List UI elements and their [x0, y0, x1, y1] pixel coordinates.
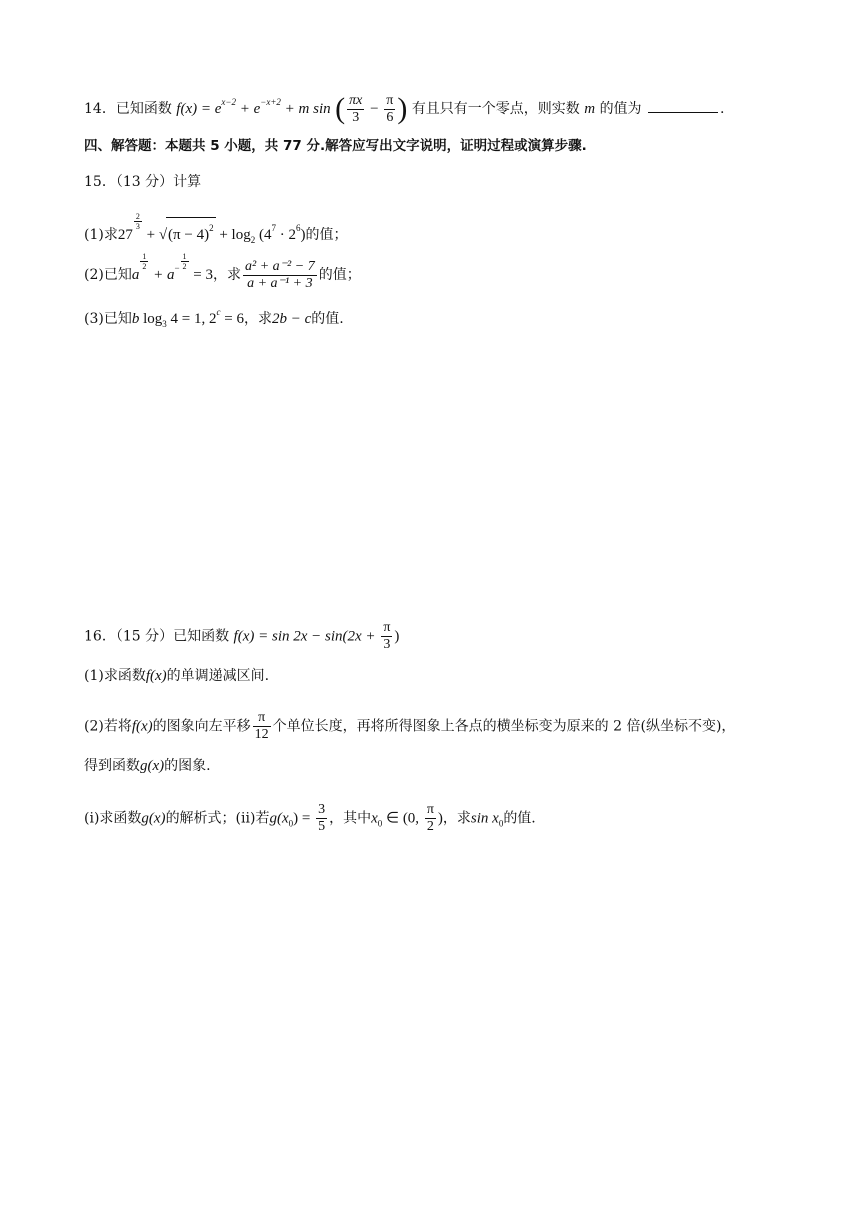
q16-p3-sin: sin x [470, 810, 499, 827]
q14-exp2: −x+2 [260, 97, 281, 107]
q15-part-2 [84, 252, 361, 292]
q16-part-2 [84, 710, 735, 743]
q14-m: m [584, 101, 596, 117]
q16-p3-sub1: 0 [377, 818, 383, 829]
q15-p2-exponent-1: $\frac{1}{2}$ [142, 252, 147, 271]
q16-part-3 [84, 802, 536, 835]
q15-p1-arg-exp2: 6 [295, 223, 301, 233]
q16-p1-fx: f(x) [145, 668, 167, 684]
q15-p3-log-base: 3 [162, 319, 167, 329]
q16-p3-mid2: ，其中 [329, 810, 372, 827]
q15-p1-arg-close: ) [300, 227, 306, 243]
q16-p3-g: g(x [269, 810, 289, 827]
q15-p3-log: log [139, 311, 163, 327]
q15-p1-arg-exp1: 7 [271, 223, 276, 233]
q15-p2-a1: a [131, 267, 140, 283]
q14-text-2: 有且只有一个零点，则实数 [411, 101, 580, 117]
q16-header-text: 16．（15 分）已知函数 [84, 628, 230, 645]
q14-msin: + m sin [280, 101, 331, 117]
q15-p1-plus: + [142, 227, 159, 243]
q14-text-1: 已知函数 [115, 101, 172, 117]
sqrt-icon: √ [158, 227, 168, 243]
q15-p1-base: 27 [117, 227, 133, 243]
q16-p3-sub2: 0 [498, 818, 504, 829]
q16-p2-line2-pre: 得到函数 [84, 758, 140, 774]
q14-number: 14． [84, 101, 116, 117]
q15-p3-expr: 2b − c [271, 311, 312, 327]
q15-p1-pre: (1)求 [84, 227, 118, 243]
q16-p3-post: 的值. [503, 810, 536, 827]
q14-end: . [720, 101, 725, 117]
q15-p3-cond: 4 = 1, 2 [166, 311, 217, 327]
q14-open-paren: ( [335, 92, 346, 125]
q14-plus-e: + e [235, 101, 261, 117]
q16-p3-sub0: 0 [288, 818, 294, 829]
q16-p2-gx: g(x) [140, 758, 165, 774]
q15-p1-arg-mid: · 2 [275, 227, 296, 243]
q15-p3-post: 的值. [311, 311, 344, 327]
q16-close: ) [394, 628, 400, 645]
q15-p1-post: 的值； [305, 227, 348, 243]
q16-p2-line2-post: 的图象. [164, 758, 211, 774]
q14-fx: f(x) = e [176, 101, 222, 117]
q16-p3-pre: (i)求函数 [84, 810, 142, 827]
q15-p1-radicand: $(\pi - 4)^2$ [166, 217, 216, 245]
q16-p2-fx: f(x) [131, 718, 153, 735]
q14-text-3: 的值为 [599, 101, 642, 117]
q16-p3-pi-over-2: $\frac{\pi}{2}$ [426, 802, 434, 834]
q16-p2-mid: 的图象向左平移 [152, 718, 251, 735]
q15-p2-mid: ，求 [213, 267, 242, 283]
q15-p2-exponent-2: $\frac{1}{2}$ [182, 252, 187, 271]
q16-p3-in: ∈ (0, [382, 810, 423, 827]
q16-p3-mid3: ，求 [442, 810, 471, 827]
q14-answer-blank[interactable] [648, 100, 718, 113]
q16-p2-pre: (2)若将 [84, 718, 132, 735]
q16-p3-eq: ) = [293, 810, 315, 827]
q14-exp1: x−2 [221, 97, 236, 107]
question-14 [84, 92, 724, 126]
q16-p3-gx: g(x) [141, 810, 166, 827]
q15-p1-log-base: 2 [250, 235, 256, 245]
q16-p2-post: 个单位长度，再将所得图象上各点的横坐标变为原来的 2 倍(纵坐标不变)， [272, 718, 736, 735]
q16-part-1 [84, 666, 269, 686]
q15-part-1 [84, 212, 347, 250]
q15-p3-b: b [131, 311, 140, 327]
q16-fx: f(x) = sin 2x − sin(2x + [233, 628, 380, 645]
q14-frac-1: $\frac{\pi x}{3}$ [349, 92, 363, 125]
q15-p1-log: + log [215, 227, 251, 243]
q16-part-2-line-2 [84, 756, 211, 776]
q16-p3-mid: 的解析式；(ii)若 [165, 810, 270, 827]
q16-p1-post: 的单调递减区间. [166, 668, 270, 684]
q15-p2-neg: − [174, 263, 180, 273]
q15-p2-pre: (2)已知 [84, 267, 132, 283]
q16-p1-pre: (1)求函数 [84, 668, 146, 684]
q16-p2-pi-over-12: $\frac{\pi}{12}$ [254, 710, 269, 742]
q14-minus: − [366, 101, 383, 117]
q15-p3-pre: (3)已知 [84, 311, 132, 327]
q15-part-3 [84, 302, 344, 334]
q16-pi-over-3: $\frac{\pi}{3}$ [383, 620, 391, 652]
q15-header: 15．（13 分）计算 [84, 174, 202, 190]
q15-p2-post: 的值； [318, 267, 361, 283]
q15-p2-plus-a: + a [149, 267, 175, 283]
q16-p3-close: ) [437, 810, 443, 827]
q16-header [84, 620, 399, 653]
q16-p3-three-fifths: $\frac{3}{5}$ [318, 802, 326, 834]
q16-p3-x: x [371, 810, 378, 827]
q15-p3-mid: ，求 [243, 311, 272, 327]
q15-p1-exponent: $\frac{2}{3}$ [135, 212, 140, 231]
q14-frac-2: $\frac{\pi}{6}$ [386, 92, 394, 125]
q14-close-paren: ) [397, 92, 408, 125]
q15-p3-c-exp: c [216, 307, 221, 317]
q15-p3-cond2: = 6 [220, 311, 244, 327]
section-4-heading: 四、解答题：本题共 5 小题，共 77 分.解答应写出文字说明，证明过程或演算步骤. [84, 138, 587, 154]
q15-p2-fraction: $\frac{\text{a² + a⁻² − 7}}{\text{a + a⁻¹ + 3}}$ [245, 258, 315, 291]
q15-p1-arg-open: (4 [255, 227, 272, 243]
q15-p2-eq: = 3 [189, 267, 214, 283]
